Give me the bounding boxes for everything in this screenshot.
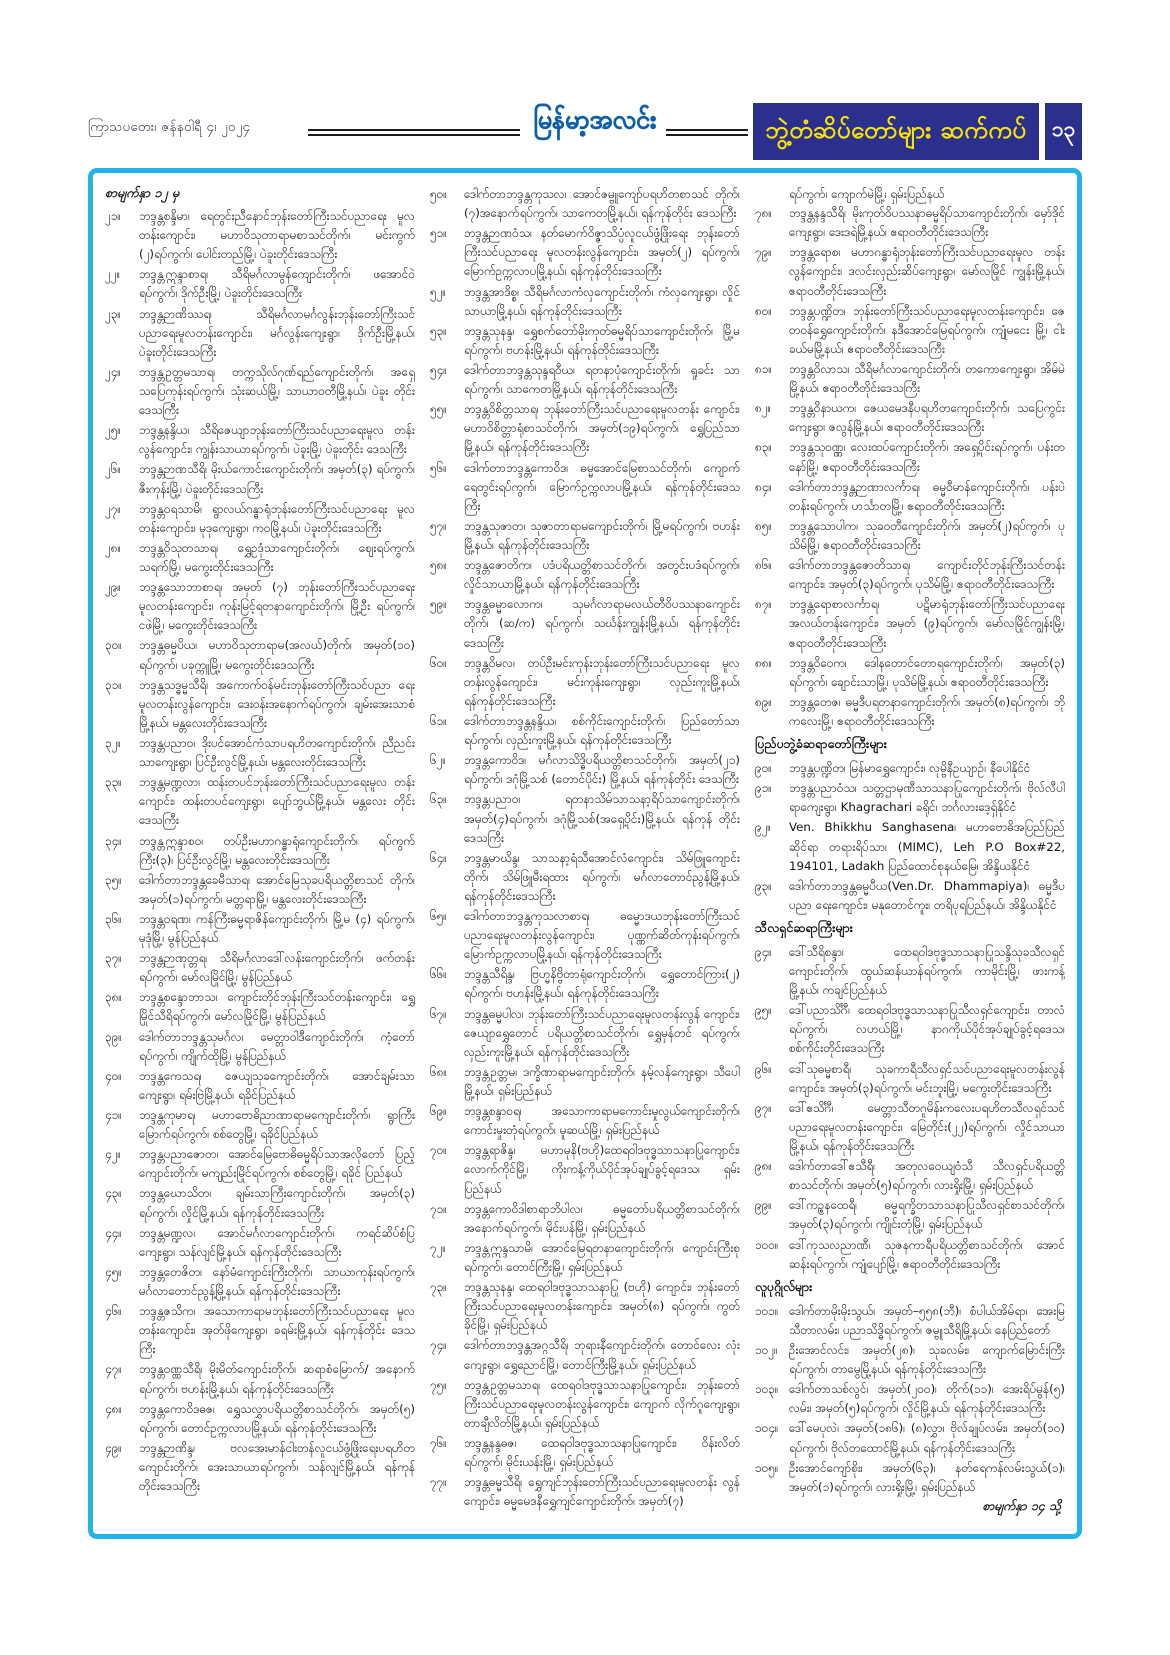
- list-item: [755, 478, 1065, 516]
- list-item: [105, 539, 415, 577]
- item-number: ၃၆။: [105, 911, 122, 926]
- list-item: [105, 305, 415, 362]
- article-banner-title: ဘွဲ့တံဆိပ်တော်များ ဆက်ကပ်: [753, 103, 1039, 160]
- list-item: [105, 636, 415, 674]
- list-item: [430, 1102, 740, 1140]
- item-number: ၂၄။: [105, 364, 122, 379]
- list-item: [430, 459, 740, 516]
- item-text: ဘဒ္ဒန္တမဏ္ဍလ၊ အောင်မင်္ဂလာကျောင်းတိုက်၊ ကရင်ဆိပ်စံပြ ကျေးရွာ၊ သန်လျင်မြို့နယ်၊ ရန်ကုန်တိုင်းဒေသကြီး: [139, 1225, 415, 1259]
- list-item: [755, 654, 1065, 692]
- item-number: ၃၁။: [105, 677, 122, 692]
- item-number: ၁၀၂။: [755, 1343, 778, 1358]
- item-text: ဘဒ္ဒန္တစန္ဒိမာ၊ ရေတွင်းညီနောင်ဘုန်းတော်ကြီးသင်ပညာရေး မူလတန်းကျောင်း၊ မဟာဝိသုတာရာမစာသင်တိုက်၊ မင်းကွက် (၂)ရပ်ကွက်၊ ပေါင်းတည်မြို့၊ ပဲခူးတိုင်းဒေသကြီး: [139, 209, 415, 262]
- item-number: ၇၁။: [430, 1201, 447, 1216]
- item-number: ၃၇။: [105, 951, 122, 966]
- list-item: [430, 283, 740, 321]
- list-item: [105, 1439, 415, 1496]
- list-item: [105, 1360, 415, 1398]
- item-number: ၅၄။: [430, 362, 447, 377]
- list-item: [430, 400, 740, 457]
- item-text: ဘဒ္ဒန္တနန္ဒိယ၊ သီရိဇေယျာဘုန်းတော်ကြီးသင်ပညာရေးမူလ တန်းလွန်ကျောင်း၊ ကျွန်းသာယာရပ်ကွက်၊ ပဲခူးမြို့၊ ပဲခူးတိုင်း ဒေသကြီး: [139, 423, 415, 457]
- list-item: [755, 1419, 1065, 1457]
- item-text: ဘဒ္ဒန္တဓမ္မပိယ၊ မဟာဝိသုတာရာမ(အလယ်)တိုက်၊ အမှတ်(၁၀) ရပ်ကွက်၊ ပခုက္ကူမြို့၊ မကွေးတိုင်းဒေသကြီး: [139, 638, 415, 672]
- list-item: [430, 517, 740, 555]
- item-text: ဘဒ္ဒန္တဇသိက၊ အသောကာရာမဘုန်းတော်ကြီးသင်ပညာရေး မူလတန်းကျောင်း၊ အုတ်ဖိုကျေးရွာ၊ ခရမ်းမြို့နယ်၊ ရန်ကုန်တိုင်း ဒေသကြီး: [139, 1304, 415, 1357]
- column-2: [430, 185, 740, 1524]
- list-item: [105, 773, 415, 830]
- item-text: ဒေါက်တာဘဒ္ဒန္တဇောတိသာရ၊ ကျောင်းတိုင်ဘုန်းကြီးသင်တန်း ကျောင်း၊ အမှတ်(၃)ရပ်ကွက်၊ ပုသိမ်မြို့၊ ဧရာဝတီတိုင်းဒေသကြီး: [789, 558, 1065, 592]
- item-number: ၄၈။: [105, 1401, 122, 1416]
- carryover-text: ရပ်ကွက်၊ ကျောက်မဲမြို့၊ ရှမ်းပြည်နယ်: [789, 187, 945, 201]
- list-item: [430, 1239, 740, 1277]
- item-text: ဘဒ္ဒန္တဣန္ဒာစာရ၊ သီရိမင်္ဂလာမွန်ကျောင်းတိုက်၊ ဖအောင်ဝဲ ရပ်ကွက်၊ ဒိုက်ဦးမြို့၊ ပဲခူးတိုင်းဒေသကြီး: [139, 267, 415, 301]
- list-item: [755, 1302, 1065, 1340]
- newspaper-masthead: မြန်မာ့အလင်း: [533, 105, 657, 134]
- list-item: [105, 832, 415, 870]
- item-number: ၆၂။: [430, 753, 447, 768]
- item-text: ဘဒ္ဒန္တရာဇိန္ဒ၊ မဟာမုနိ(ဗဟို)ထေရဝါဒဗုဒ္ဓသာသနာပြုကျောင်း၊ လောက်ကိုင်မြို့၊ ကိုးကန့်ကိုယ်ပိုင်အုပ်ချုပ်ခွင့်ရဒေသ၊ ရှမ်း ပြည်နယ်: [464, 1143, 740, 1196]
- item-number: ၉၄။: [755, 944, 772, 959]
- list-item: [430, 1336, 740, 1374]
- list-item: [105, 265, 415, 303]
- item-text: ဒေါက်တာဘဒ္ဒန္တကောဝိဒ၊ ဓမ္မအောင်မြေစာသင်တိုက်၊ ကျောက် ရေတွင်းရပ်ကွက်၊ မြောက်ဥက္ကလာပမြို့နယ်၊ ရန်ကုန်တိုင်းဒေသ ကြီး: [464, 460, 740, 513]
- list-item: [105, 1028, 415, 1066]
- item-text: ဘဒ္ဒန္တစန္ဒာဝရ၊ အသောကာရာမကောင်းမှုလွယ်ကျောင်းတိုက်၊ ကောင်းမှုးတုံရပ်ကွက်၊ မူဆယ်မြို့၊ ရှမ်းပြည်နယ်: [464, 1104, 740, 1138]
- issue-date: ကြာသပတေး၊ ဇန်နဝါရီ ၄၊ ၂၀၂၄: [88, 119, 251, 135]
- list-item: [430, 556, 740, 594]
- item-number: ၉၅။: [755, 1003, 772, 1018]
- item-text: ဘဒ္ဒန္တတေဇ၊ ဓမ္မဒီပရတနာကျောင်းတိုက်၊ အမှတ်(၈)ရပ်ကွက်၊ ဘိုကလေးမြို့၊ ဧရာဝတီတိုင်းဒေသကြီး: [789, 694, 1065, 728]
- item-number: ၅၈။: [430, 558, 447, 573]
- item-number: ၇၂။: [430, 1240, 447, 1255]
- list-item: [430, 1473, 740, 1511]
- list-item: [105, 1302, 415, 1359]
- item-text: ဘဒ္ဒန္တဥတ္တမသာရ၊ တက္ကသိုလ်ဂုဏ်ရည်ကျောင်းတိုက်၊ အရှေ့ သပြေကုန်းရပ်ကွက်၊ သုံးဆယ်မြို့၊ သာယာဝတီမြို့နယ်၊ ပဲခူး တိုင်းဒေသကြီး: [139, 364, 415, 418]
- item-number: ၁၀၁။: [755, 1303, 779, 1318]
- list-item: [105, 988, 415, 1026]
- item-text: ဒေါ်သီရိစန္ဒာ၊ ထေရဝါဒဗုဒ္ဓသာသနာပြုသန္ဒိသုခသီလရှင် ကျောင်းတိုက်၊ ထွယ်ဆန်ယာန်ရပ်ကွက်၊ ကာမိုင်းမြို့၊ ဖားကန့် မြို့နယ်၊ ကချင်ပြည်နယ်: [789, 944, 1065, 998]
- item-number: ၅၆။: [430, 460, 447, 475]
- list-item: [105, 734, 415, 772]
- item-text: ဘဒ္ဒန္တဉာဏဝံသ၊ နတ်မောက်ဝိဇ္ဇာသိပ္ပံလူငယ်ဖွံ့ဖြိုးရေး ဘုန်းတော်ကြီးသင်ပညာရေး မူလတန်းလွန်ကျောင်း၊ အမှတ်(၂) ရပ်ကွက်၊ မြောက်ဥက္ကလာပမြို့နယ်၊ ရန်ကုန်တိုင်းဒေသကြီး: [464, 226, 740, 279]
- section-heading: ပြည်ပဘွဲ့ခံဆရာတော်ကြီးများ: [755, 736, 887, 752]
- list-item: [755, 1236, 1065, 1274]
- item-text: ဘဒ္ဒန္တဥတ္တမ၊ ဒက္ခိဏာရာမကျောင်းတိုက်၊ နမ့်လန်ကျေးရွာ၊ သီပေါမြို့နယ်၊ ရှမ်းပြည်နယ်: [464, 1064, 740, 1099]
- list-item: [755, 818, 1065, 875]
- list-item: [105, 1224, 415, 1262]
- item-number: ၂၇။: [105, 501, 122, 516]
- item-number: ၄၅။: [105, 1264, 122, 1279]
- item-number: ၈၀။: [755, 303, 772, 318]
- item-number: ၄၀။: [105, 1068, 122, 1083]
- item-text: ဘဒ္ဒန္တအာဒိစ္စ၊ သီရိမင်္ဂလာကံလှကျောင်းတိုက်၊ ကံလှကျေးရွာ၊ လှိုင်သာယာမြို့နယ်၊ ရန်ကုန်တိုင်းဒေသကြီး: [464, 284, 740, 318]
- masthead-rule-left: [308, 129, 520, 136]
- item-number: ၂၈။: [105, 540, 122, 555]
- item-number: ၆၉။: [430, 1104, 447, 1119]
- item-text: ဘဒ္ဒန္တဝရသာမိ၊ ရွာလယ်ဂန္ဓာရုံဘုန်းတော်ကြီးသင်ပညာရေး မူလတန်းကျောင်း၊ မုဒုကျေးရွာ၊ ကဝမြို့နယ်၊ ပဲခူးတိုင်းဒေသကြီး: [139, 501, 415, 535]
- list-item: [105, 871, 415, 909]
- item-number: ၃၀။: [105, 638, 122, 653]
- list-item: [430, 595, 740, 652]
- item-number: ၅၉။: [430, 597, 447, 612]
- item-text: ဒေါ်ပညာသိင်္ဂီ၊ ထေရဝါဒဗုဒ္ဓသာသနာပြုသီလရှင်ကျောင်း၊ တာလံရပ်ကွက်၊ လဟယ်မြို့၊ နာဂကိုယ်ပိုင်အုပ်ချုပ်ခွင့်ရဒေသ၊ စစ်ကိုင်းတိုင်းဒေသကြီး: [789, 1003, 1065, 1056]
- item-text: ဘဒ္ဒန္တဝိသုတသာရ၊ ရွှေဥဒုံသာကျောင်းတိုက်၊ ဈေးရပ်ကွက်၊ သရက်မြို့၊ မကွေးတိုင်းဒေသကြီး: [139, 540, 415, 574]
- list-item: [105, 949, 415, 987]
- item-number: ၈၅။: [755, 518, 772, 533]
- list-item: [430, 224, 740, 281]
- list-item: [430, 322, 740, 360]
- item-text: ဘဒ္ဒန္တဝိဝေက၊ ဒေါနတောင်တောရကျောင်းတိုက်၊ အမှတ်(၃) ရပ်ကွက်၊ ချောင်းသာမြို့၊ ပုသိမ်မြို့နယ်၊ ဧရာဝတီတိုင်းဒေသကြီး: [789, 655, 1065, 689]
- item-number: ၉၆။: [755, 1061, 772, 1076]
- item-text: ဘဒ္ဒန္တနန္ဒသီရိ၊ မိုးကုတ်ဝိပဿနာဓမ္မရိပ်သာကျောင်းတိုက်၊ မှော်ဒိုင်ကျေးရွာ၊ ဒေးဒရဲမြို့နယ်၊ ဧရာဝတီတိုင်းဒေသကြီး: [789, 206, 1065, 240]
- list-item: [755, 302, 1065, 359]
- item-text: ဦးအောင်ကျော်စိုး၊ အမှတ်(၆၃)၊ နတ်ရေကန်လမ်းသွယ်(၁)၊ အမှတ်(၁)ရပ်ကွက်၊ လားရှိုးမြို့၊ ရှမ်းပြည်နယ်: [789, 1460, 1065, 1494]
- list-item: [105, 363, 415, 420]
- list-item: [755, 779, 1065, 817]
- item-number: ၆၈။: [430, 1064, 447, 1079]
- item-text: ဘဒ္ဒန္တဃောသိတ၊ ချမ်းသာကြီးကျောင်းတိုက်၊ အမှတ်(၃) ရပ်ကွက်၊ လှိုင်မြို့နယ်၊ ရန်ကုန်တိုင်းဒေသကြီး: [139, 1186, 415, 1220]
- list-item: [430, 1063, 740, 1101]
- section-heading: လူပုဂ္ဂိုလ်များ: [755, 1278, 813, 1294]
- item-text: ဒေါက်တာဒေါ်ဧသီရီ၊ အတုလဝေယျဝံသီ သီလရှင်ပရိယတ္တိ စာသင်တိုက်၊ အမှတ်(၅)ရပ်ကွက်၊ လားရှိုးမြို့၊ ရှမ်းပြည်နယ်: [789, 1159, 1065, 1193]
- item-text: ဦးအောင်လင်း၊ အမှတ်(၂၈)၊ သုခလမ်း၊ ကျောက်မြောင်းကြီး ရပ်ကွက်၊ တာမွေမြို့နယ်၊ ရန်ကုန်တိုင်းဒေသကြီး: [789, 1343, 1065, 1377]
- item-number: ၅၂။: [430, 284, 447, 299]
- item-text: Ven. Bhikkhu Sanghasena၊ မဟာဗောဓိအပြည်ပြည်ဆိုင်ရာ တရားရိပ်သာ၊ (MIMC), Leh P.O Box#22, 194101, Ladakh ပြည်ထောင်စုနယ်မြေ၊ အိန္ဒိယနိုင်ငံ: [789, 820, 1065, 873]
- item-number: ၃၃။: [105, 775, 122, 790]
- item-text: ဘဒ္ဒန္တမာဃိန္ဒ၊ သာသနာ့ရံသီအောင်လံကျောင်း၊ သိမ်ဖြူကျောင်း တိုက်၊ သိမ်ဖြူမီးရထား ရပ်ကွက်၊ မင်္ဂလာတောင်ညွန့်မြို့နယ်၊ ရန်ကုန်တိုင်းဒေသကြီး: [464, 850, 740, 903]
- item-number: ၃၂။: [105, 735, 122, 750]
- item-number: ၆၀။: [430, 655, 447, 670]
- item-number: ၆၇။: [430, 1006, 447, 1021]
- item-text: ဘဒ္ဒန္တဉာဏသီရိ၊ မိုးယ်ကောင်းကျောင်းတိုက်၊ အမှတ်(၃) ရပ်ကွက်၊ ဇီးကုန်းမြို့၊ ပဲခူးတိုင်းဒေသကြီး: [139, 462, 415, 496]
- item-text: ဘဒ္ဒန္တမဏ္ဍလာ၊ ထန်းတပင်ဘုန်းတော်ကြီးသင်ပညာရေးမူလ တန်းကျောင်း၊ ထန်းတပင်ကျေးရွာ၊ ပျော်ဘွယ်မြို့နယ်၊ မန္တလေး တိုင်းဒေသကြီး: [139, 775, 415, 828]
- list-item: [105, 421, 415, 459]
- item-text: ဒေါက်တာဘဒ္ဒန္တသုန္ဒရဝီယ၊ ရတနာပုံကျောင်းတိုက်၊ ရှုခင်း သာရပ်ကွက်၊ သာကေတမြို့နယ်၊ ရန်ကုန်တိုင်းဒေသကြီး: [464, 362, 740, 397]
- item-number: ၈၄။: [755, 479, 772, 494]
- item-number: ၄၇။: [105, 1362, 122, 1377]
- item-text: ဘဒ္ဒန္တပညာဝ၊ ရတနာသိမ်သာသနာ့ရိပ်သာကျောင်းတိုက်၊ အမှတ်(၄)ရပ်ကွက်၊ ဒဂုံမြို့သစ်(အရှေ့ပိုင်း)မြို့နယ်၊ ရန်ကုန် တိုင်းဒေသကြီး: [464, 792, 740, 845]
- list-item: [430, 654, 740, 711]
- list-item: [755, 556, 1065, 594]
- item-number: ၅၁။: [430, 226, 447, 241]
- item-text: ဘဒ္ဒန္တကုမာရ၊ မဟာဗောဓိညာဏာရာမကျောင်းတိုက်၊ ရွာကြီး မြောက်ရပ်ကွက်၊ စစ်တွေမြို့၊ ရခိုင်ပြည်နယ်: [139, 1108, 415, 1142]
- item-number: ၂၆။: [105, 462, 122, 477]
- item-text: ဒေါ်ကုသလညာဏီ၊ သုဇနကာရီပရိယတ္တိစာသင်တိုက်၊ အောင်ဆန်းရပ်ကွက်၊ ကျုံပျော်မြို့၊ ဧရာဝတီတိုင်းဒေသကြီး: [789, 1237, 1065, 1271]
- list-item: [430, 361, 740, 399]
- item-text: ဒေါက်တာမိုးမိုးသွယ်၊ အမှတ်–၅၅၈(ဘီ)၊ စံပါယ်အိမ်ရာ၊ အေးမြသီတာလမ်း၊ ပညာသိဒ္ဓိရပ်ကွက်၊ ဇမ္ဗူသီရိမြို့နယ်၊ နေပြည်တော်: [789, 1303, 1065, 1337]
- list-item: [755, 877, 1065, 915]
- item-number: ၅၅။: [430, 402, 447, 417]
- list-item: [430, 751, 740, 789]
- item-text: ဘဒ္ဒန္တဣန္ဒသာမိ၊ အောင်မြေရတနာကျောင်းတိုက်၊ ကျောင်းကြီးစု ရပ်ကွက်၊ တောင်ကြီးမြို့၊ ရှမ်းပြည်နယ်: [464, 1240, 740, 1275]
- list-item: [430, 1434, 740, 1472]
- item-number: ၇၈။: [755, 206, 772, 221]
- item-number: ၄၃။: [105, 1186, 122, 1201]
- item-text: ဒေါ်သုဓမ္မစာရီ၊ သုခကာရီသီလရှင်သင်ပညာရေးမူလတန်းလွန် ကျောင်း၊ အမှတ်(၃)ရပ်ကွက်၊ မင်းဘူးမြို့၊ မကွေးတိုင်းဒေသကြီး: [789, 1061, 1065, 1095]
- list-item: [755, 1380, 1065, 1418]
- list-item: [755, 1459, 1065, 1497]
- item-text: ဒေါက်တာဘဒ္ဒန္တဉာဏာလင်္ကာရ၊ ဓမ္မဝီမာန်ကျောင်းတိုက်၊ ပန်းပဲတန်းရပ်ကွက်၊ ဟင်္သာတမြို့၊ ဧရာဝတီတိုင်းဒေသကြီး: [789, 479, 1065, 513]
- item-text: ဘဒ္ဒန္တဓမ္မသီရိ၊ ရွှေကျင်ဘုန်းတော်ကြီးသင်ပညာရေးမူလတန်း လွန်ကျောင်း၊ ဓမ္မမေဒနီရွှေကျင်ကျောင်းတိုက်၊ အမှတ်(၇): [464, 1475, 740, 1509]
- item-text: ဘဒ္ဒန္တဝိစိတ္တသာရ၊ ဘုန်းတော်ကြီးသင်ပညာရေးမူလတန်း ကျောင်း၊ မဟာဝိစိတ္တာရုံစာသင်တိုက်၊ အမှတ်(၁၉)ရပ်ကွက်၊ ရွှေပြည်သာမြို့နယ်၊ ရန်ကုန်တိုင်းဒေသကြီး: [464, 402, 740, 455]
- masthead-rule-right: [666, 129, 748, 136]
- item-text: ဒေါက်တာဘဒ္ဒန္တအဂ္ဂသီရိ၊ ဘုရားနီကျောင်းတိုက်၊ တောင်လေး လုံးကျေးရွာ၊ ရွှေညောင်မြို့၊ တောင်ကြီးမြို့နယ်၊ ရှမ်းပြည်နယ်: [464, 1338, 740, 1372]
- list-item: [430, 185, 740, 223]
- item-number: ၂၂။: [105, 267, 121, 282]
- item-text: ဘဒ္ဒန္တသဒ္ဓမ္မသီရိ၊ အကောက်ဝန်မင်းဘုန်းတော်ကြီးသင်ပညာ ရေးမူလတန်းလွန်ကျောင်း၊ ဒေးဝန်းအနောက်ရပ်ကွက်၊ ချမ်းအေးသာစံမြို့နယ်၊ မန္တလေးတိုင်းဒေသကြီး: [139, 677, 415, 730]
- item-number: ၈၉။: [755, 694, 772, 709]
- item-text: ဒေါက်တာသစ်လွင်၊ အမှတ်(၂၀၀)၊ တိုက်(၁၁)၊ အေးရိပ်မွန်(၅) လမ်း၊ အမှတ်(၅)ရပ်ကွက်၊ လှိုင်မြို့နယ်၊ ရန်ကုန်တိုင်းဒေသကြီး: [789, 1382, 1065, 1416]
- item-number: ၉၈။: [755, 1159, 772, 1174]
- item-text: ဘဒ္ဒန္တသုဇာတ၊ သုဇာတာရာမကျောင်းတိုက်၊ မြို့မရပ်ကွက်၊ ဗဟန်းမြို့နယ်၊ ရန်ကုန်တိုင်းဒေသကြီး: [464, 518, 740, 552]
- item-text: ဒေါက်တာဘဒ္ဒန္တသုမင်္ဂလ၊ မေတ္တာဝါဒီကျောင်းတိုက်၊ ကံ့တော် ရပ်ကွက်၊ ကျိုက်ထိုမြို့၊ မွန်ပြည်နယ်: [139, 1029, 415, 1063]
- list-item: [430, 712, 740, 750]
- item-text: ဘဒ္ဒန္တပဏ္ဍိတ၊ မြန်မာရွှေကျောင်း၊ လုမ္ဗိနီဥယျာဉ်၊ နီပေါနိုင်ငံ: [789, 761, 1031, 776]
- list-item: [105, 1263, 415, 1301]
- item-text: ဘဒ္ဒန္တသုဝဏ္ဏ၊ လေးထပ်ကျောင်းတိုက်၊ အရှေ့ပိုင်းရပ်ကွက်၊ ပန်းတနော်မြို့၊ ဧရာဝတီတိုင်းဒေသကြီး: [789, 440, 1065, 474]
- item-number: ၃၄။: [105, 833, 122, 848]
- item-text: ဒေါက်တာဘဒ္ဒန္တနန္ဒိယ၊ စစ်ကိုင်းကျောင်းတိုက်၊ ပြည်တော်သာ ရပ်ကွက်၊ လှည်းကူးမြို့နယ်၊ ရန်ကုန်တိုင်းဒေသကြီး: [464, 713, 740, 748]
- item-number: ၈၂။: [755, 401, 772, 416]
- item-text: ဒေါက်တာဘဒ္ဒန္တခေမီသာရ၊ အောင်မြေသုခပရိယတ္တိစာသင် တိုက်၊ အမှတ်(၁)ရပ်ကွက်၊ မတ္တရာမြို့၊ မန္တလေးတိုင်းဒေသကြီး: [139, 872, 415, 906]
- item-text: ဘဒ္ဒန္တကောဝိဒဓဇ၊ ရွှေသလွှာပရိယတ္တိစာသင်တိုက်၊ အမှတ်(၅) ရပ်ကွက်၊ တောင်ဥက္ကလာပမြို့နယ်၊ ရန်ကုန်တိုင်းဒေသကြီး: [139, 1401, 415, 1435]
- item-text: ဘဒ္ဒန္တရောစ၊ မဟာဂန္ဓာရုံဘုန်းတော်ကြီးသင်ပညာရေးမူလ တန်းလွန်ကျောင်း၊ ဒလင်းလှည်းဆိပ်ကျေးရွာ၊ မော်လမြိုင် ကျွန်းမြို့နယ်၊ ဧရာဝတီတိုင်းဒေသကြီး: [789, 245, 1065, 298]
- item-number: ၉၁။: [755, 781, 772, 796]
- item-text: ဘဒ္ဒန္တပညာဇောတ၊ အောင်မြေဗောဓိဓမ္မရိပ်သာအလိုတော် ပြည့်ကျောင်းတိုက်၊ မကျည်းမြိုင်ရပ်ကွက်၊ စစ်တွေမြို့၊ ရခိုင် ပြည်နယ်: [139, 1147, 415, 1181]
- list-item: [430, 790, 740, 847]
- item-text: ဒေါ်မေပုလဲ၊ အမှတ်(၁၈၆)၊ (၈)လွှာ၊ ဗိုလ်ချုပ်လမ်း၊ အမှတ်(၁၀) ရပ်ကွက်၊ ဗိုလ်တထောင်မြို့နယ်၊ ရန်ကုန်တိုင်းဒေသကြီး: [789, 1421, 1065, 1455]
- list-item: [755, 243, 1065, 300]
- item-text: ဒေါက်တာဘဒ္ဒန္တဓမ္မပီယ(Ven.Dr. Dhammapiya)၊ ဓမ္မဒီပပညာ ရေးကျောင်း၊ မနုတောင်ကူး၊ တရိပုရပြည်နယ်၊ အိန္ဒိယနိုင်ငံ: [789, 878, 1065, 912]
- item-number: ၁၀၄။: [755, 1421, 779, 1436]
- item-text: ဘဒ္ဒန္တဝဏ္ဏသီရိ၊ မိုးမိတ်ကျောင်းတိုက်၊ ဆရာစံမြောက်/ အနောက်ရပ်ကွက်၊ ဗဟန်းမြို့နယ်၊ ရန်ကုန်တိုင်းဒေသကြီး: [139, 1362, 415, 1396]
- list-item: [755, 1157, 1065, 1195]
- item-number: ၄၄။: [105, 1225, 122, 1240]
- item-text: ဘဒ္ဒန္တဓမ္မာလောက၊ သုမင်္ဂလာရာမလယ်တီဝိပဿနာကျောင်း တိုက်၊ (ဆ/က) ရပ်ကွက်၊ သင်္ဃန်းကျွန်းမြို့နယ်၊ ရန်ကုန်တိုင်း ဒေသကြီး: [464, 597, 740, 650]
- item-number: ၈၇။: [755, 597, 772, 612]
- item-number: ၅၇။: [430, 518, 447, 533]
- item-number: ၆၁။: [430, 713, 447, 728]
- item-text: ဒေါက်တာဘဒ္ဒန္တကုသလာစာရ၊ ဓမ္မောဒယဘုန်းတော်ကြီးသင် ပညာရေးမူလတန်းလွန်ကျောင်း၊ ပုဏ္ဏက်ဆိတ်ကုန်းရပ်ကွက်၊ မြောက်ဥက္ကလာပမြို့နယ်၊ ရန်ကုန်တိုင်းဒေသကြီး: [464, 909, 740, 962]
- item-number: ၃၅။: [105, 872, 122, 887]
- item-number: ၆၅။: [430, 909, 447, 924]
- item-number: ၆၆။: [430, 967, 447, 982]
- item-text: ဘဒ္ဒန္တနန္ဒဓဇ၊ ထေရဝါဒဗုဒ္ဓသာသနာပြုကျောင်း၊ ဝိန်းလိတ် ရပ်ကွက်၊ မိုင်းယန်းမြို့၊ ရှမ်းပြည်နယ်: [464, 1436, 740, 1470]
- article-frame: [88, 168, 1082, 1539]
- item-number: ၂၅။: [105, 423, 122, 438]
- list-item: [755, 438, 1065, 476]
- item-number: ၃၈။: [105, 990, 122, 1005]
- list-item: [755, 693, 1065, 731]
- list-item: [430, 965, 740, 1003]
- list-item: [105, 1184, 415, 1222]
- column-3: [755, 185, 1065, 1524]
- item-text: ဘဒ္ဒန္တသောဘာစာရ၊ အမှတ် (၇) ဘုန်းတော်ကြီးသင်ပညာရေး မူလတန်းကျောင်း၊ ကုန်းမြင့်ရတနာကျောင်းတိုက်၊ မြို့ဦး ရပ်ကွက်၊ ငဖဲမြို့၊ မကွေးတိုင်းဒေသကြီး: [139, 580, 415, 633]
- list-item: [105, 1400, 415, 1438]
- list-item: [105, 207, 415, 264]
- item-text: ဘဒ္ဒန္တကောဝိဒါစာရာဘိပါလ၊ ဓမ္မတော်ပရိယတ္တိစာသင်တိုက်၊ အနောက်ရပ်ကွက်၊ မိုင်းပန်မြို့၊ ရှမ်းပြည်နယ်: [464, 1201, 740, 1235]
- item-text: ဘဒ္ဒန္တဇောတိက၊ ပဒံပရိယတ္တိစာသင်တိုက်၊ အတွင်းပဒံရပ်ကွက်၊ လှိုင်သာယာမြို့နယ်၊ ရန်ကုန်တိုင်းဒေသကြီး: [464, 558, 740, 592]
- item-number: ၂၃။: [105, 306, 122, 321]
- item-number: ၅၃။: [430, 323, 447, 338]
- item-text: ဘဒ္ဒန္တဥတ္တမသာရ၊ ထေရဝါဒဗုဒ္ဓသာသနာပြုကျောင်း၊ ဘုန်းတော်ကြီးသင်ပညာရေးမူလတန်းလွန်ကျောင်း၊ ကျောက် လိုက်ဂူကျေးရွာ၊ တာချီလိတ်မြို့နယ်၊ ရှမ်းပြည်နယ်: [464, 1377, 740, 1430]
- item-number: ၁၀၅။: [755, 1460, 779, 1475]
- list-item: [105, 500, 415, 538]
- item-text: ဒေါ်ကဉ္စနထေရီ၊ ဓမ္မရက္ခိတသာသနာပြုသီလရှင်စာသင်တိုက်၊ အမှတ်(၃)ရပ်ကွက်၊ ကျိုင်းတုံမြို့၊ ရှမ်းပြည်နယ်: [789, 1198, 1065, 1232]
- item-text: ဘဒ္ဒန္တပဏ္ဍိတ၊ ဘုန်းတော်ကြီးသင်ပညာရေးမူလတန်းကျောင်း၊ ဇေတဝန်ရွှေကျောင်းတိုက်၊ နဒီအောင်မြေရပ်ကွက်၊ ကျုံမငေး မြို့၊ ငါးခယ်မမြို့နယ်၊ ဧရာဝတီတိုင်းဒေသကြီး: [789, 303, 1065, 356]
- item-number: ၉၂။: [755, 820, 772, 835]
- list-item: [105, 1106, 415, 1144]
- item-number: ၉၃။: [755, 878, 772, 893]
- item-number: ၉၉။: [755, 1198, 772, 1213]
- item-number: ၆၃။: [430, 792, 447, 807]
- item-text: ဘဒ္ဒန္တဣန္ဒာစဝ၊ တပ်ဦးမဟာဂန္ဓာရုံကျောင်းတိုက်၊ ရပ်ကွက် ကြီး(၃)၊ ပြင်ဦးလွင်မြို့၊ မန္တလေးတိုင်းဒေသကြီး: [139, 833, 415, 867]
- list-item: [755, 1196, 1065, 1234]
- item-text: ဘဒ္ဒန္တစန္ဒောဘာသ၊ ကျောင်းတိုင်ဘုန်းကြီးသင်တန်းကျောင်း၊ ရွှေမြိုင်သီရိရပ်ကွက်၊ မော်လမြိုင်မြို့၊ မွန်ပြည်နယ်: [139, 990, 415, 1024]
- item-text: ဒေါက်တာဘဒ္ဒန္တကုသလ၊ အောင်ဇမ္ဗူကျော်ပရဟိတစာသင် တိုက်၊ (၇)အနောက်ရပ်ကွက်၊ သာကေတမြို့နယ်၊ ရန်ကုန်တိုင်း ဒေသကြီး: [464, 187, 740, 221]
- item-text: ဘဒ္ဒန္တတေဇိတ၊ နော်မံကျောင်းကြီးတိုက်၊ သာယာကုန်းရပ်ကွက်၊ မင်္ဂလာတောင်ညွန့်မြို့နယ်၊ ရန်ကုန်တိုင်းဒေသကြီး: [139, 1264, 415, 1299]
- item-text: ဘဒ္ဒန္တဝိလာသ၊ သီရိမင်္ဂလာကျောင်းတိုက်၊ တကောကျေးရွာ၊ အိမ်မဲမြို့နယ်၊ ဧရာဝတီတိုင်းဒေသကြီး: [789, 361, 1065, 396]
- item-number: ၄၆။: [105, 1304, 122, 1319]
- item-number: ၁၀၀။: [755, 1237, 779, 1252]
- item-number: ၈၃။: [755, 440, 772, 455]
- list-item: [755, 1001, 1065, 1058]
- list-item: [105, 1067, 415, 1105]
- continued-to-note: စာမျက်နှာ ၁၄ သို့: [982, 1498, 1061, 1513]
- list-item: [105, 460, 415, 498]
- item-number: ၂၁။: [105, 209, 122, 223]
- item-text: ဘဒ္ဒန္တဉာဏိဿရ၊ သီရိမင်္ဂလာမင်္ဂလွန်းဘုန်းတော်ကြီးသင် ပညာရေးမူလတန်းကျောင်း၊ မင်္ဂလွန်းကျေးရွာ၊ ဒိုက်ဦးမြို့နယ်၊ ပဲခူးတိုင်းဒေသကြီး: [139, 306, 415, 359]
- item-text: ဘဒ္ဒန္တကေသရ၊ ဇေယျသုခကျောင်းတိုက်၊ အောင်ချမ်းသာ ကျေးရွာ၊ ရမ်းဗြဲမြို့နယ်၊ ရခိုင်ပြည်နယ်: [139, 1068, 415, 1102]
- list-item: [755, 1099, 1065, 1156]
- list-item: [105, 910, 415, 948]
- item-number: ၅၀။: [430, 187, 447, 201]
- list-item: [105, 1145, 415, 1183]
- item-text: ဘဒ္ဒန္တရောစာလင်္ကာရ၊ ပဋိမာရုံဘုန်းတော်ကြီးသင်ပညာရေး အလယ်တန်းကျောင်း၊ အမှတ် (၉)ရပ်ကွက်၊ မော်လမြိုင်ကျွန်းမြို့၊ ဧရာဝတီတိုင်းဒေသကြီး: [789, 597, 1065, 650]
- list-item: [105, 676, 415, 733]
- item-number: ၄၉။: [105, 1440, 122, 1455]
- item-number: ၈၆။: [755, 558, 772, 573]
- item-text: ဘဒ္ဒန္တဉာဏိန္ဒ၊ ဗလအေးမာန်ငါးတန်လူငယ်ဖွံ့ဖြိုးရေးပရဟိတ ကျောင်းတိုက်၊ အေးသာယာရပ်ကွက်၊ သန်လျင်မြို့နယ်၊ ရန်ကုန် တိုင်းဒေသကြီး: [139, 1440, 415, 1494]
- list-item: [755, 943, 1065, 1000]
- list-item: [430, 1141, 740, 1198]
- list-item: [430, 1005, 740, 1062]
- item-number: ၃၉။: [105, 1029, 122, 1044]
- list-item: [755, 360, 1065, 398]
- list-item: [430, 1200, 740, 1238]
- item-text: ဘဒ္ဒန္တပညာဝ၊ ဒိုးပင်အောင်ကံသာပရဟိတကျောင်းတိုက်၊ ညီညင်းသာကျေးရွာ၊ ပြင်ဦးလွင်မြို့နယ်၊ မန္တလေးတိုင်းဒေသကြီး: [139, 735, 415, 770]
- list-item: [755, 399, 1065, 437]
- item-text: ဘဒ္ဒန္တဝိနာယက၊ ဇေယမေဒနီပရဟိတကျောင်းတိုက်၊ သပြေကွင်း ကျေးရွာ၊ ဇလွန်မြို့နယ်၊ ဧရာဝတီတိုင်းဒေသကြီး: [789, 401, 1065, 435]
- item-number: ၉၇။: [755, 1100, 772, 1115]
- item-number: ၄၁။: [105, 1108, 122, 1123]
- list-item: [755, 204, 1065, 242]
- section-heading: သီလရှင်ဆရာကြီးများ: [755, 919, 853, 935]
- item-text: ဒေါ်ဧသိင်္ဂီ၊ မေတ္တာသီတဂူမိန်းကလေးပရဟိတသီလရှင်သင် ပညာရေးမူလတန်းကျောင်း၊ မြေတိုင်း(၂၂)ရပ်ကွက်၊ လှိုင်သာယာ မြို့နယ်၊ ရန်ကုန်တိုင်းဒေသကြီး: [789, 1100, 1065, 1154]
- item-text: ဘဒ္ဒန္တဓမ္မပါလ၊ ဘုန်းတော်ကြီးသင်ပညာရေးမူလတန်းလွန် ကျောင်း၊ ဇေယျာရွှေတောင် ပရိယတ္တိစာသင်တိုက်၊ ရွှေမှန်တင် ရပ်ကွက်၊ လှည်းကူးမြို့နယ်၊ ရန်ကုန်တိုင်းဒေသကြီး: [464, 1006, 740, 1059]
- item-text: ဘဒ္ဒန္တပညာဝံသ၊ သတ္တဌာမုဏီသာသနာပြုကျောင်းတိုက်၊ ဗိုလ်လီပါရာကျေးရွာ၊ Khagrachari ခရိုင်၊ ဘင်္ဂလားဒေ့ရှ်နိုင်ငံ: [789, 781, 1065, 815]
- list-item: [430, 1376, 740, 1433]
- item-text: ဘဒ္ဒန္တဉာဏုတ္တရ၊ သီရိမင်္ဂလာဒေါ်လန်းကျောင်းတိုက်၊ ဖက်တန်း ရပ်ကွက်၊ မော်လမြိုင်မြို့၊ မွန်ပြည်နယ်: [139, 951, 415, 985]
- item-number: ၇၃။: [430, 1280, 447, 1295]
- item-number: ၇၄။: [430, 1338, 447, 1353]
- column-layout: [105, 185, 1065, 1524]
- item-text: ဘဒ္ဒန္တသီရိန္ဒ၊ ဗြဟ္မနိဗ္ဗိတာရုံကျောင်းတိုက်၊ ရွှေတောင်ကြား(၂) ရပ်ကွက်၊ ဗဟန်းမြို့နယ်၊ ရန်ကုန်တိုင်းဒေသကြီး: [464, 967, 740, 1001]
- list-item: [755, 1341, 1065, 1379]
- item-number: ၂၉။: [105, 580, 122, 595]
- item-number: ၈၁။: [755, 361, 772, 376]
- list-item: [755, 1060, 1065, 1098]
- item-text: ဘဒ္ဒန္တဝိမလ၊ တပ်ဦးမင်းကုန်းဘုန်းတော်ကြီးသင်ပညာရေး မူလတန်းလွန်ကျောင်း၊ မင်းကုန်းကျေးရွာ၊ လှည်းကူးမြို့နယ်၊ ရန်ကုန်တိုင်းဒေသကြီး: [464, 655, 740, 708]
- list-item: [430, 1278, 740, 1335]
- item-text: ဘဒ္ဒန္တကောဝိဒ၊ မင်္ဂလာသိဒ္ဓိပရိယတ္တိစာသင်တိုက်၊ အမှတ်(၂၁) ရပ်ကွက်၊ ဒဂုံမြို့သစ် (တောင်ပိုင်း) မြို့နယ်၊ ရန်ကုန်တိုင်း ဒေသကြီး: [464, 753, 740, 787]
- item-text: ဘဒ္ဒန္တဝရဏ၊ ကန်ကြီးဓမ္မရာဇိန်ကျောင်းတိုက်၊ မြို့မ (၄) ရပ်ကွက်၊ မုဒုံမြို့၊ မွန်ပြည်နယ်: [139, 911, 415, 946]
- item-number: ၉၀။: [755, 761, 772, 776]
- item-number: ၇၇။: [430, 1475, 447, 1490]
- item-number: ၇၆။: [430, 1436, 447, 1450]
- continued-from-note: စာမျက်နှာ ၁၂ မှ: [105, 185, 180, 200]
- item-text: ဘဒ္ဒန္တသုနန္ဒ၊ ထေရဝါဒဗုဒ္ဓသာသနာပြု (ဗဟို) ကျောင်း၊ ဘုန်းတော်ကြီးသင်ပညာရေးမူလတန်းကျောင်း၊ အမှတ်(၈) ရပ်ကွက်၊ ကွတ်ခိုင်မြို့၊ ရှမ်းပြည်နယ်: [464, 1280, 740, 1333]
- list-item: [105, 578, 415, 635]
- item-text: ဘဒ္ဒန္တသုနန္ဒ၊ ရွှေစက်တော်မိုးကုတ်ဓမ္မရိပ်သာကျောင်းတိုက်၊ မြို့မရပ်ကွက်၊ ဗဟန်းမြို့နယ်၊ ရန်ကုန်တိုင်းဒေသကြီး: [464, 323, 740, 357]
- list-item: [755, 595, 1065, 652]
- item-text: ဘဒ္ဒန္တသောပါက၊ သုခဝတီကျောင်းတိုက်၊ အမှတ်(၂)ရပ်ကွက်၊ ပုသိမ်မြို့၊ ဧရာဝတီတိုင်းဒေသကြီး: [789, 518, 1065, 552]
- list-item: [755, 517, 1065, 555]
- list-item: [430, 849, 740, 906]
- item-number: ၄၂။: [105, 1147, 122, 1162]
- list-item: [755, 759, 1065, 778]
- item-number: ၁၀၃။: [755, 1382, 779, 1397]
- list-item: [430, 907, 740, 964]
- item-number: ၇၅။: [430, 1377, 447, 1392]
- item-number: ၈၈။: [755, 655, 773, 670]
- page-number-badge: ၁၃: [1045, 103, 1082, 160]
- column-1: [105, 185, 415, 1524]
- item-number: ၇၉။: [755, 245, 772, 260]
- item-number: ၆၄။: [430, 850, 447, 865]
- item-number: ၇၀။: [430, 1143, 447, 1158]
